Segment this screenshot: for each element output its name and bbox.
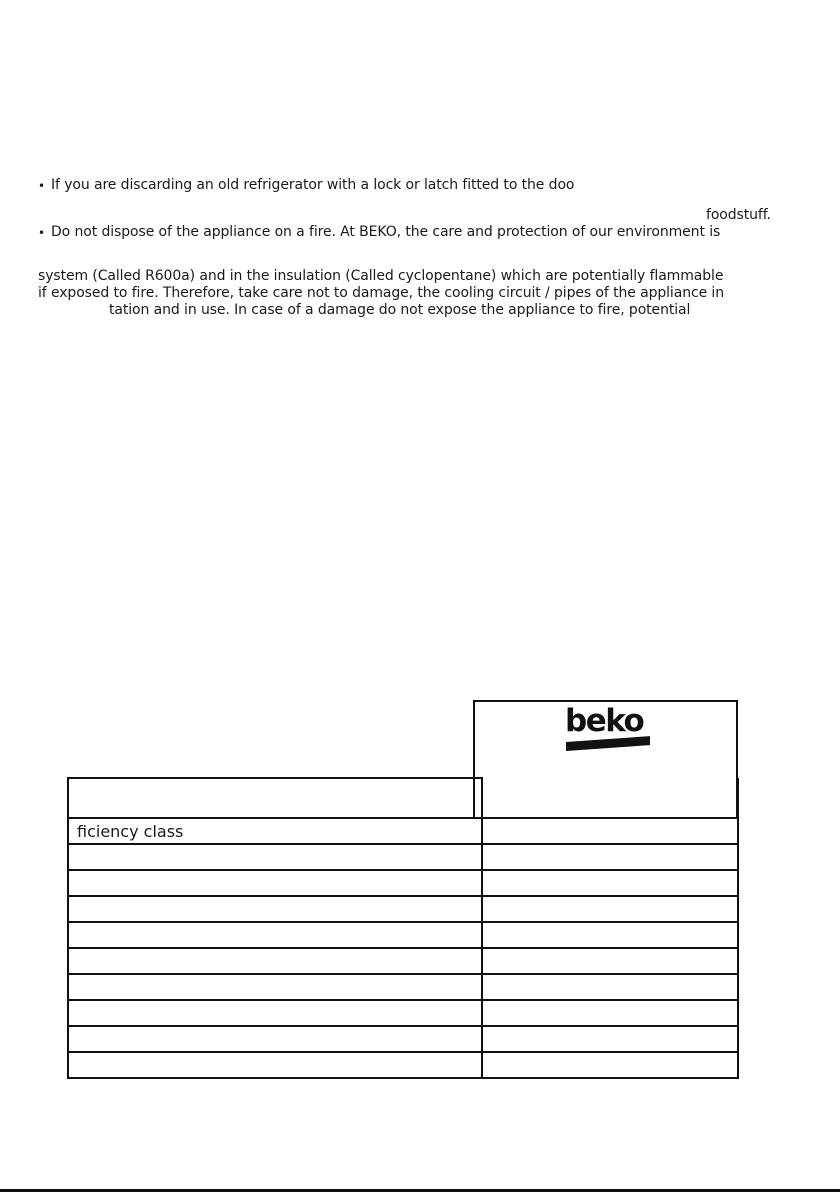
table-cell-value	[482, 922, 738, 948]
table-row	[68, 896, 738, 922]
bullet-marker: •	[38, 179, 46, 193]
table-row	[68, 922, 738, 948]
table-row	[68, 948, 738, 974]
table-cell-value	[482, 1052, 738, 1078]
product-spec-table	[67, 777, 739, 1079]
table-cell-value	[482, 844, 738, 870]
table-cell-label	[68, 922, 482, 948]
table-cell-value	[482, 818, 738, 844]
table-cell-value	[482, 1026, 738, 1052]
table-cell-value	[482, 896, 738, 922]
paragraph-line-2: if exposed to fire. Therefore, take care not to damage, the cooling circuit / pipes of the appliance in	[38, 285, 724, 301]
table-row	[68, 1026, 738, 1052]
paragraph-line-3: tation and in use. In case of a damage do not expose the appliance to fire, potential	[109, 302, 691, 318]
table-cell-label	[68, 1026, 482, 1052]
table-cell-value	[482, 870, 738, 896]
table-row	[68, 818, 738, 844]
table-row	[68, 1052, 738, 1078]
table-header-row	[68, 778, 738, 818]
table-row	[68, 1000, 738, 1026]
table-cell-label	[68, 844, 482, 870]
table-cell-label	[68, 948, 482, 974]
bullet-marker: •	[38, 226, 46, 240]
table-cell-value	[482, 948, 738, 974]
table-cell-value	[482, 974, 738, 1000]
bullet-text-discarding: If you are discarding an old refrigerator with a lock or latch fitted to the doo	[51, 177, 575, 193]
beko-logo	[565, 705, 655, 757]
paragraph-line-1: system (Called R600a) and in the insulation (Called cyclopentane) which are potentially flammable	[38, 268, 724, 284]
table-row	[68, 844, 738, 870]
table-row	[68, 870, 738, 896]
table-cell-label	[68, 870, 482, 896]
table-cell-value	[482, 1000, 738, 1026]
table-cell-label	[68, 1052, 482, 1078]
table-cell-label	[68, 974, 482, 1000]
table-row	[68, 974, 738, 1000]
bullet-text-fire-disposal: Do not dispose of the appliance on a fire. At BEKO, the care and protection of our environment is	[51, 224, 721, 240]
table-header-cell	[68, 778, 482, 818]
table-cell-label: ficiency class	[68, 818, 482, 844]
table-header-brand-cell	[482, 778, 738, 818]
table-cell-label	[68, 896, 482, 922]
text-fragment-foodstuff: foodstuff.	[706, 207, 771, 223]
beko-logo-wordmark: beko	[565, 703, 644, 739]
table-cell-label	[68, 1000, 482, 1026]
